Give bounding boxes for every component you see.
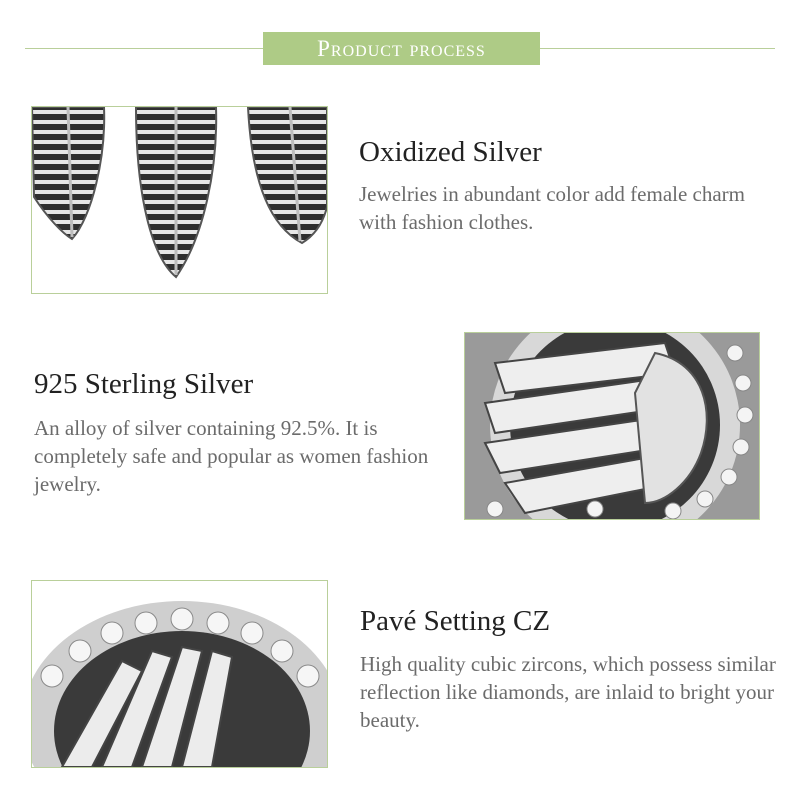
feather-left (32, 107, 104, 239)
feather-right (248, 107, 327, 243)
section-description-oxidized-silver: Jewelries in abundant color add female charm with fashion clothes. (359, 182, 746, 234)
indian-chief-charm-image (464, 332, 760, 520)
feather-earrings-image (31, 106, 328, 294)
header-rule-left (25, 48, 263, 49)
section-description-pave-setting: High quality cubic zircons, which possess similar reflection like diamonds, are inlaid to bright your beauty. (360, 652, 776, 732)
feather-middle (136, 107, 216, 277)
header-rule-right (540, 48, 775, 49)
pave-cz-charm-image (31, 580, 328, 768)
section-title-sterling-silver: 925 Sterling Silver (34, 368, 254, 400)
section-title-pave-setting: Pavé Setting CZ (360, 605, 551, 637)
section-banner: Product process (263, 32, 540, 65)
section-description-sterling-silver: An alloy of silver containing 92.5%. It is completely safe and popular as women fashion jewelry. (34, 416, 429, 496)
section-title-oxidized-silver: Oxidized Silver (359, 136, 542, 168)
